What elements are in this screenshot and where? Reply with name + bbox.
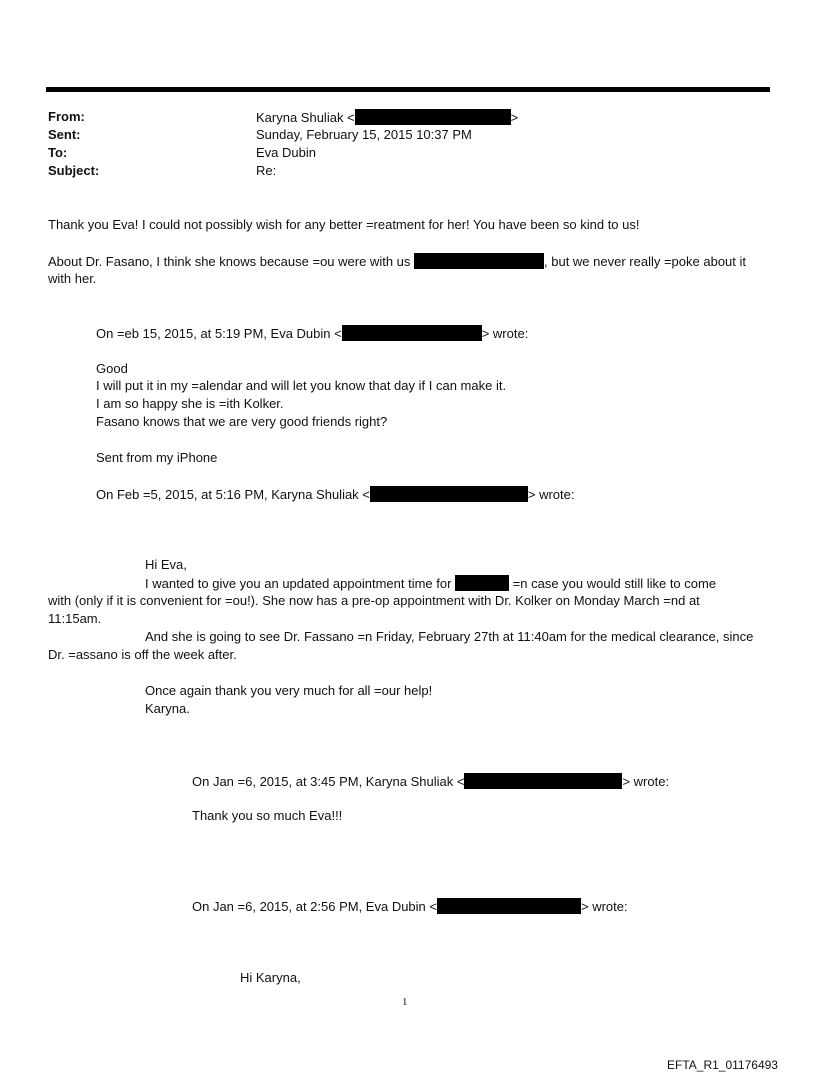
quote-3-header-b: > wrote: <box>622 774 670 789</box>
quote-2-line-4: 11:15am. <box>48 611 102 626</box>
quote-1-line-2: I will put it in my =alendar and will let you know that day if I can make it. <box>96 378 507 393</box>
quote-1-line-4: Fasano knows that we are very good friends right? <box>96 414 388 429</box>
redaction-block <box>464 773 622 789</box>
quote-1-line-3: I am so happy she is =ith Kolker. <box>96 396 284 411</box>
quote-2-line-3: with (only if it is convenient for =ou!). She now has a pre-op appointment with Dr. Kolker on Monday March =nd at <box>48 593 700 608</box>
body-paragraph-2-cont: with her. <box>48 271 97 286</box>
quote-4-header-a: On Jan =6, 2015, at 2:56 PM, Eva Dubin < <box>192 899 437 914</box>
body-paragraph-1: Thank you Eva! I could not possibly wish for any better =reatment for her! You have been so kind to us! <box>48 217 640 232</box>
quote-4-header <box>192 898 628 914</box>
sent-label: Sent: <box>48 127 81 142</box>
from-close: > <box>510 110 519 125</box>
quote-2-line-7: Once again thank you very much for all =our help! <box>145 683 433 698</box>
body-paragraph-2-a: About Dr. Fasano, I think she knows because =ou were with us <box>48 254 415 269</box>
quote-2-header-b: > wrote: <box>527 487 575 502</box>
from-label: From: <box>48 109 85 124</box>
quote-4-header-b: > wrote: <box>581 899 628 914</box>
to-value: Eva Dubin <box>256 145 316 160</box>
page-number: 1 <box>402 996 408 1008</box>
quote-4-line-1: Hi Karyna, <box>240 970 301 985</box>
quote-1-signature: Sent from my iPhone <box>96 450 218 465</box>
quote-3-line-1: Thank you so much Eva!!! <box>192 808 343 823</box>
quote-1-header <box>96 325 528 341</box>
quote-2-line-6: Dr. =assano is off the week after. <box>48 647 237 662</box>
quote-2-line-1: Hi Eva, <box>145 557 187 572</box>
quote-2-signature: Karyna. <box>145 701 190 716</box>
subject-label: Subject: <box>48 163 100 178</box>
redaction-block <box>437 898 581 914</box>
redaction-block <box>342 325 482 341</box>
body-paragraph-2-b: , but we never really =poke about it <box>544 254 746 269</box>
redaction-block <box>355 109 511 125</box>
subject-value: Re: <box>256 163 277 178</box>
quote-3-header-a: On Jan =6, 2015, at 3:45 PM, Karyna Shuliak < <box>192 774 465 789</box>
redaction-block <box>414 253 544 269</box>
quote-2-line-2-a: I wanted to give you an updated appointment time for <box>145 576 456 591</box>
quote-2-line-2-b: =n case you would still like to come <box>509 576 717 591</box>
quote-1-header-a: On =eb 15, 2015, at 5:19 PM, Eva Dubin < <box>96 326 342 341</box>
quote-1-line-1: Good <box>96 361 128 376</box>
redaction-block <box>455 575 509 591</box>
document-id: EFTA_R1_01176493 <box>667 1058 778 1072</box>
quote-2-header-a: On Feb =5, 2015, at 5:16 PM, Karyna Shuliak < <box>96 487 370 502</box>
quote-1-header-b: > wrote: <box>481 326 529 341</box>
quote-3-header <box>192 773 669 789</box>
quote-2-line-5: And she is going to see Dr. Fassano =n Friday, February 27th at 11:40am for the medical clearance, since <box>145 629 754 644</box>
sent-value: Sunday, February 15, 2015 10:37 PM <box>256 127 472 142</box>
body-paragraph-2 <box>48 253 746 269</box>
header-rule <box>46 87 770 92</box>
quote-2-line-2 <box>145 575 716 591</box>
from-value <box>256 109 518 125</box>
from-name: Karyna Shuliak < <box>256 110 355 125</box>
redaction-block <box>370 486 528 502</box>
quote-2-header <box>96 486 575 502</box>
to-label: To: <box>48 145 68 160</box>
